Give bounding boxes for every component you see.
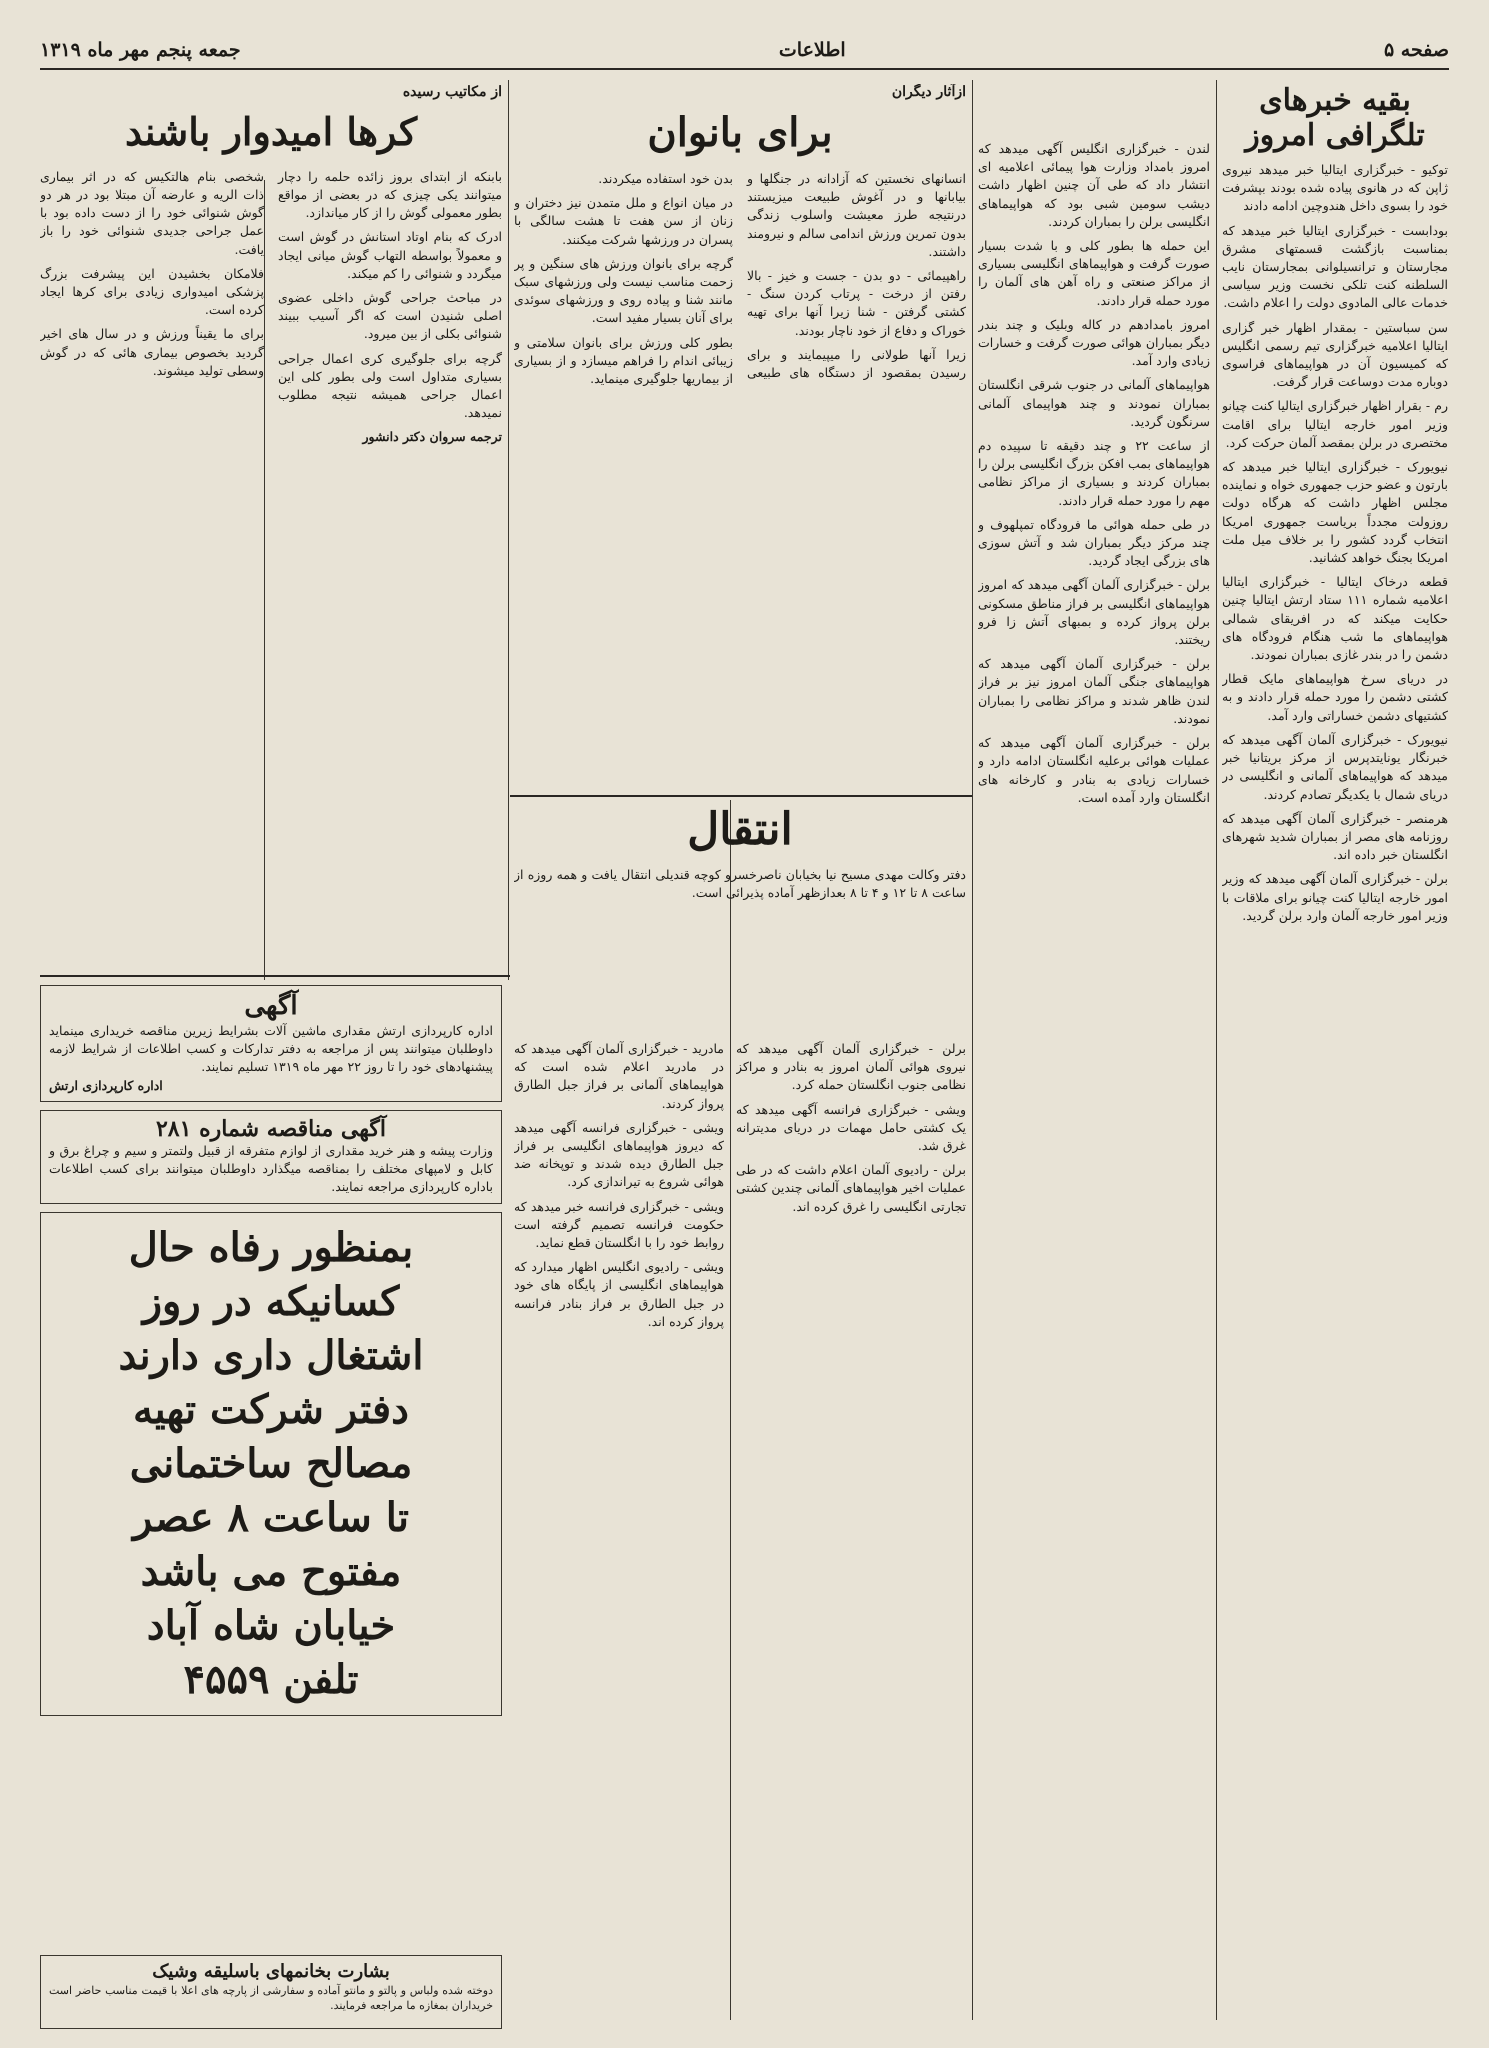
translator-credit: ترجمه سروان دکتر دانشور xyxy=(362,429,502,445)
article-paragraph: بابنکه از ابتدای بروز زائده حلمه را دچار میتوانند یکی چیزی که در بعضی از مواقع بطور معمولی گوش را از کار میاندازد. xyxy=(278,168,502,221)
transfer-text: دفتر وکالت مهدی مسیح نیا بخیابان ناصرخسرو کوچه قندیلی انتقال یافت و همه روزه از ساعت ۸ تا ۱۲ و ۴ تا ۸ بعدازظهر آماده پذیرائی است. xyxy=(514,866,966,900)
article-paragraph: بطور کلی ورزش برای بانوان سلامتی و زیبائی اندام را فراهم میسازد و از بسیاری از بیماریها جلوگیری مینماید. xyxy=(514,334,733,387)
news-paragraph: برلن - رادیوی آلمان اعلام داشت که در طی عملیات اخیر هواپیماهای آلمانی چندین کشتی تجارتی انگلیسی را غرق کرده اند. xyxy=(736,1162,966,1214)
news-paragraph: مادرید - خبرگزاری آلمان آگهی میدهد که در مادرید اعلام شده است که هواپیماهای آلمانی بر فراز جبل الطارق پرواز کردند. xyxy=(514,1041,724,1111)
article-paragraph: در میان انواع و ملل متمدن نیز دختران و زنان از سن هفت تا هشت سالگی با پسران در ورزشها شرکت میکنند. xyxy=(514,195,733,247)
news-paragraph: رم - بقرار اظهار خبرگزاری ایتالیا کنت چیانو وزیر امور خارجه ایتالیا برای اقامت مختصری در برلن بمقصد آلمان حرکت کرد. xyxy=(1222,398,1448,450)
headline-for-women: برای بانوان xyxy=(647,109,833,156)
ad-line: بمنظور رفاه حال xyxy=(128,1223,414,1271)
news-paragraph: این حمله ها بطور کلی و با شدت بسیار صورت گرفت و هواپیماهای انگلیسی بسیاری از مراکز صنعتی و راه آهن های آلمان را مورد حمله قرار دادند. xyxy=(978,238,1210,308)
kicker-letters: از مکاتیب رسیده xyxy=(402,84,502,100)
column-london-news xyxy=(978,140,1210,2020)
article-paragraph: انسانهای نخستین که آزادانه در جنگلها و بیابانها و در آغوش طبیعت میزیستند درنتیجه طرز معیشت واسلوب زندگی بدون تمرین ورزش اندامی سالم و نیرومند داشتند. xyxy=(747,171,966,259)
news-paragraph: نیویورک - خبرگزاری ایتالیا خبر میدهد که بارتون و عضو حزب جمهوری خواه و نماینده مجلس اظهار داشت که هرگاه دولت روزولت مجدداً بریاست جمهوری امریکا انتخاب گردد کشور را بر خلاف میل ملت امریکا بجنگ خواهد کشانید. xyxy=(1222,459,1448,566)
news-paragraph: ویشی - رادیوی انگلیس اظهار میدارد که هواپیماهای انگلیسی از پایگاه های خود در جبل الطارق بر فراز بنادر فرانسه پرواز کرده اند. xyxy=(514,1259,724,1329)
news-paragraph: لندن - خبرگزاری انگلیس آگهی میدهد که امروز بامداد وزارت هوا پیمائی اعلامیه ای انتشار داد که طی آن چنین اظهار داشت دیشب سومین شبی بود که هواپیماهای انگلیسی برلن را بمباران کردند. xyxy=(978,141,1210,229)
ad-line: مفتوح می باشد xyxy=(140,1547,402,1595)
kicker-others-works: ازآثار دیگران xyxy=(891,84,966,100)
column-for-women xyxy=(514,84,966,790)
page-number: صفحه ۵ xyxy=(1383,39,1449,61)
article-paragraph: در مباحث جراحی گوش داخلی عضوی اصلی شنیدن است که اگر آسیب ببیند شنوائی بکلی از بین میرود. xyxy=(278,289,502,342)
news-paragraph: نیویورک - خبرگزاری آلمان آگهی میدهد که خبرنگار یونایتدپرس از مرکز بریتانیا خبر میدهد که هواپیماهای آلمانی و انگلیسی در دریای شمال با یکدیگر تصادم کردند. xyxy=(1222,731,1448,802)
news-paragraph: ویشی - خبرگزاری فرانسه آگهی میدهد که دیروز هواپیماهای انگلیسی بر فراز جبل الطارق دیده شدند و توپخانه ضد هوائی شروع به تیراندازی کرد. xyxy=(514,1119,724,1190)
army-notice xyxy=(40,985,502,1102)
column-vichy-news xyxy=(514,1040,724,2020)
news-paragraph: ویشی - خبرگزاری فرانسه خبر میدهد که حکومت فرانسه تصمیم گرفته است روابط خود را با انگلستان قطع نماید. xyxy=(514,1198,724,1251)
article-paragraph: گرچه برای جلوگیری کری اعمال جراحی بسیاری متداول است ولی بطور کلی این اعمال جراحی همیشه نتیجه مطلوب نمیدهد. xyxy=(278,350,502,421)
article-paragraph: فلامکان بخشیدن این پیشرفت بزرگ پزشکی امیدواری زیادی برای کرها ایجاد کرده است. xyxy=(40,265,264,318)
headline-deaf-hopeful: کرها امیدوار باشند xyxy=(124,109,418,154)
berlin-news-body xyxy=(736,1040,966,1216)
news-paragraph: از ساعت ۲۲ و چند دقیقه تا سپیده دم هواپیماهای بمب افکن بزرگ انگلیسی برلن را بمباران کردند و بسیاری از مراکز نظامی مهم را مورد حمله قرار دادند. xyxy=(978,438,1210,508)
tender-notice-text: وزارت پیشه و هنر خرید مقداری از لوازم متفرقه از قبیل ولتمتر و سیم و چراغ برق و کابل و لامپهای مختلف را بمناقصه میگذارد داوطلبان میتوانند برای کسب اطلاعات باداره کارپردازی مراجعه نمایند. xyxy=(49,1143,493,1195)
column-telegraph-news xyxy=(1222,84,1448,2024)
ad-line: تلفن ۴۵۵۹ xyxy=(183,1655,359,1703)
article-paragraph: ادرک که بنام اوتاد استانش در گوش است و معمولاً بواسطه التهاب گوش میانی ایجاد میگردد و شنوائی را کم میکند. xyxy=(278,229,502,281)
bottom-banner-text: دوخته شده ولباس و پالتو و مانتو آماده و سفارشی از پارچه های اعلا با قیمت مناسب حاضر است خریداران بمغازه ما مراجعه فرمایند. xyxy=(49,1983,493,2012)
article-paragraph: شخصی بنام هالتکیس که در اثر بیماری ذات الریه و عارضه آن مبتلا بود در هر دو گوش شنوائی خود را از دست داده بود با عمل جراحی جدیدی شنوائی خود را باز یافت. xyxy=(40,168,264,257)
ad-line: دفتر شرکت تهیه xyxy=(133,1385,409,1433)
bottom-banner-title: بشارت بخانمهای باسلیقه وشیک xyxy=(152,1961,390,1982)
issue-date: جمعه پنجم مهر ماه ۱۳۱۹ xyxy=(40,39,241,61)
transfer-ad xyxy=(514,805,966,1030)
ad-line: تا ساعت ۸ عصر xyxy=(132,1493,410,1541)
news-paragraph: سن سباستین - بمقدار اظهار خبر گزاری ایتالیا اعلامیه خبرگزاری تیم رسمی انگلیس که کمیسیون آن در هواپیماهای فراسوی دوباره مدت دوساعت قرار گرفت. xyxy=(1222,319,1448,390)
article-paragraph: راهپیمائی - دو بدن - جست و خیز - بالا رفتن از درخت - پرتاب کردن سنگ - کشتی گرفتن - شنا زیرا آنها برای تهیه خوراک و دفاع از خود ناچار بودند. xyxy=(747,268,966,338)
army-notice-text: اداره کارپردازی ارتش مقداری ماشین آلات بشرایط زیرین مناقصه خریداری مینماید داوطلبان میتوانند پس از مراجعه به دفتر تدارکات و کسب اطلاعات از شرایط لازمه پیشنهادهای خود را تا روز ۲۲ مهر ماه ۱۳۱۹ تسلیم نمایند. xyxy=(49,1022,493,1075)
news-paragraph: در طی حمله هوائی ما فرودگاه تمپلهوف و چند مرکز دیگر بمباران شد و آتش سوزی های بزرگی ایجاد گردید. xyxy=(978,516,1210,569)
tender-notice xyxy=(40,1110,502,1204)
army-notice-sign: اداره کارپردازی ارتش xyxy=(49,1077,163,1093)
news-paragraph: امروز بامدادهم در کاله وبلیک و چند بندر دیگر بمباران هوائی صورت گرفت و خسارات زیادی وارد آمد. xyxy=(978,316,1210,369)
news-paragraph: توکیو - خبرگزاری ایتالیا خبر میدهد نیروی ژاپن که در هانوی پیاده شده بودند بپشرفت خود را بسوی داخل هندوچین ادامه دادند xyxy=(1222,162,1448,214)
news-paragraph: برلن - خبرگزاری آلمان آگهی میدهد که عملیات هوائی برعلیه انگلستان ادامه دارد و خسارات زیادی به بنادر و کارخانه های انگلستان وارد آمده است. xyxy=(978,735,1210,805)
for-women-body xyxy=(514,170,966,388)
masthead xyxy=(40,32,1449,70)
deaf-hopeful-body xyxy=(40,168,502,423)
news-paragraph: بودابست - خبرگزاری ایتالیا خبر میدهد که بمناسبت بازگشت قسمتهای مشرق مجارستان و ترانسیلوانی بمجارستان نایب السلطنه کنت تلکی نخست وزیر سیاسی خدمات عالی المادوی دولت را اعلام داشت. xyxy=(1222,222,1448,311)
army-notice-title: آگهی xyxy=(244,991,298,1021)
paper-name: اطلاعات xyxy=(778,39,846,61)
headline-telegraph: بقیه خبرهای تلگرافی امروز xyxy=(1245,84,1425,153)
ad-line: مصالح ساختمانی xyxy=(129,1439,413,1487)
news-paragraph: برلن - خبرگزاری آلمان آگهی میدهد که هواپیماهای جنگی آلمان امروز نیز بر فراز لندن ظاهر شدند و مراکز نظامی را بمباران نمودند. xyxy=(978,656,1210,726)
transfer-title: انتقال xyxy=(687,805,793,855)
column-deaf-hopeful xyxy=(40,84,502,964)
ads-column xyxy=(40,985,502,2020)
news-paragraph: هواپیماهای آلمانی در جنوب شرقی انگلستان بمباران نمودند و چند هواپیمای آلمانی سرنگون گردید. xyxy=(978,377,1210,429)
article-paragraph: برای ما یقیناً ورزش و در سال های اخیر گردید بخصوص بیماری هائی که در گوش وسطی تولید میشوند. xyxy=(40,326,264,378)
bottom-banner xyxy=(40,1955,502,2029)
tender-notice-title: آگهی مناقصه شماره ۲۸۱ xyxy=(155,1115,386,1142)
telegraph-news-body xyxy=(1222,161,1448,925)
article-paragraph: زیرا آنها طولانی را میپیمایند و برای رسیدن بمقصود از دستگاه های طبیعی بدن خود استفاده میکردند. xyxy=(598,171,966,381)
news-paragraph: هرمنصر - خبرگزاری آلمان آگهی میدهد که روزنامه های مصر از بمباران شدید شهرهای انگلستان خبر داده اند. xyxy=(1222,810,1448,863)
ad-line: کسانیکه در روز xyxy=(142,1277,400,1325)
ad-line: اشتغال داری دارند xyxy=(118,1331,424,1379)
vichy-news-body xyxy=(514,1040,724,1331)
news-paragraph: برلن - خبرگزاری آلمان آگهی میدهد که امروز هواپیماهای انگلیسی بر فراز مناطق مسکونی برلن پرواز کرده و بمبهای آتش زا فرو ریختند. xyxy=(978,577,1210,648)
news-paragraph: در دریای سرخ هواپیماهای مایک قطار کشتی دشمن را مورد حمله قرار دادند و به کشتیهای دشمن خساراتی وارد آمد. xyxy=(1222,671,1448,723)
london-news-body xyxy=(978,140,1210,807)
column-berlin-news xyxy=(736,1040,966,2020)
news-paragraph: برلن - خبرگزاری آلمان آگهی میدهد که وزیر امور خارجه ایتالیا کنت چیانو برای ملاقات با وزیر امور خارجه آلمان وارد برلن گردید. xyxy=(1222,871,1448,923)
article-paragraph: گرچه برای بانوان ورزش های سنگین و پر زحمت مناسب نیست ولی ورزشهای سبک مانند شنا و پیاده روی و ورزشهای سوئدی برای آنان بسیار مفید است. xyxy=(514,255,733,326)
ad-line: خیابان شاه آباد xyxy=(146,1601,396,1649)
news-paragraph: قطعه درخاک ایتالیا - خبرگزاری ایتالیا اعلامیه شماره ۱۱۱ ستاد ارتش ایتالیا چنین حکایت میکند که در افریقای شمالی هواپیماهای ما شب هنگام فرودگاه های دشمن را در بندر غازی بمباران نمودند. xyxy=(1222,574,1448,663)
news-paragraph: ویشی - خبرگزاری فرانسه آگهی میدهد که یک کشتی حامل مهمات در دریای مدیترانه غرق شد. xyxy=(736,1101,966,1154)
company-hours-ad xyxy=(40,1212,502,1716)
news-paragraph: برلن - خبرگزاری آلمان آگهی میدهد که نیروی هوائی آلمان امروز به بنادر و مراکز نظامی جنوب انگلستان حمله کرد. xyxy=(736,1041,966,1093)
